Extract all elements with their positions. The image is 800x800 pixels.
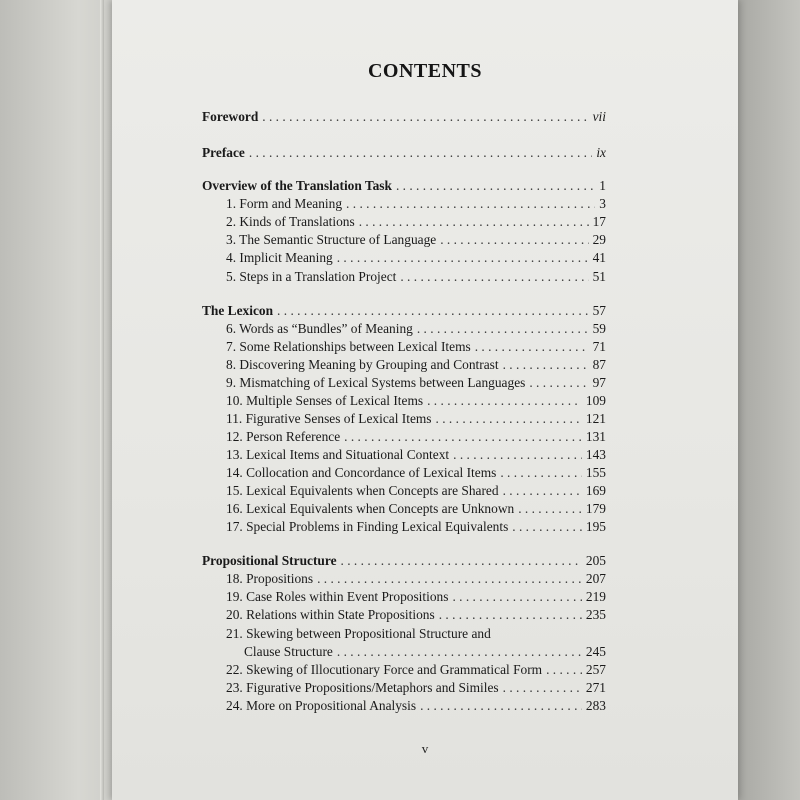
toc-entry-title: 13. Lexical Items and Situational Context [226,447,450,462]
dot-leader [337,643,582,661]
toc-entry-title: Clause Structure [244,644,333,659]
dot-leader [249,144,592,162]
toc-entry-title: 11. Figurative Senses of Lexical Items [226,411,432,426]
toc-entry-title: 16. Lexical Equivalents when Concepts are Unknown [226,501,515,516]
toc-page-number: 283 [585,698,606,713]
page-number: v [421,741,429,756]
background [738,0,800,800]
toc-entry [226,661,606,679]
toc-entry [226,679,606,697]
toc-entry-title: Overview of the Translation Task [202,178,392,193]
toc-entry-title: Foreword [202,109,259,124]
dot-leader [453,446,582,464]
toc-section [202,108,606,126]
toc-entry [226,518,606,536]
toc-entry-title: 10. Multiple Senses of Lexical Items [226,393,424,408]
toc-entry [226,606,606,624]
toc-page-number: 219 [585,589,606,604]
toc-entry-title: 23. Figurative Propositions/Metaphors and Similes [226,680,499,695]
dot-leader [440,231,588,249]
toc-section [202,552,606,570]
toc-entry [226,213,606,231]
toc-page-number: 169 [585,483,606,498]
toc-page-number: 109 [585,393,606,408]
page-edge [100,0,104,800]
toc-page-number: 195 [585,519,606,534]
toc-entry-title: 9. Mismatching of Lexical Systems between Languages [226,375,526,390]
toc-entry-title: 8. Discovering Meaning by Grouping and Contrast [226,357,499,372]
toc-entry [226,500,606,518]
dot-leader [529,374,588,392]
toc-page-number: 245 [585,644,606,659]
toc-entry [226,446,606,464]
dot-leader [452,588,581,606]
toc-section [202,144,606,162]
dot-leader [500,464,582,482]
toc-entry-title: Preface [202,145,245,160]
dot-leader [503,356,589,374]
toc-page-number: 207 [585,571,606,586]
toc-page-number: 87 [592,357,606,372]
toc-entry [226,482,606,500]
toc-entry-title: 20. Relations within State Propositions [226,607,435,622]
dot-leader [518,500,582,518]
dot-leader [396,177,595,195]
toc-entry [226,464,606,482]
toc-page-number: 57 [592,303,606,318]
toc-entry [226,231,606,249]
dot-leader [417,320,589,338]
dot-leader [420,697,582,715]
toc-entry [226,195,606,213]
toc-entry [226,428,606,446]
toc-page-number: 235 [585,607,606,622]
toc-entry-title: 24. More on Propositional Analysis [226,698,417,713]
toc-page-number: 271 [585,680,606,695]
toc-entry-title: 2. Kinds of Translations [226,214,355,229]
toc-entry-title: 21. Skewing between Propositional Structure and [226,626,491,641]
toc-entry [226,392,606,410]
toc-page-number: 1 [599,178,606,193]
toc-page-number: vii [592,109,606,124]
toc-page-number: 205 [585,553,606,568]
toc-entry-title: 19. Case Roles within Event Propositions [226,589,449,604]
toc-entry-title: The Lexicon [202,303,274,318]
dot-leader [436,410,582,428]
toc-entry-title: 5. Steps in a Translation Project [226,269,397,284]
toc-page-number: 29 [592,232,606,247]
toc-page-number: 41 [592,250,606,265]
toc-entry [226,356,606,374]
dot-leader [337,249,589,267]
toc-page-number: 179 [585,501,606,516]
toc-entry-title: 17. Special Problems in Finding Lexical Equivalents [226,519,509,534]
dot-leader [277,302,589,320]
toc-entry [226,249,606,267]
toc-page-number: ix [596,145,606,160]
toc-section [202,302,606,320]
toc-page-number: 121 [585,411,606,426]
toc-entry [244,643,606,661]
toc-entry [226,374,606,392]
dot-leader [503,482,582,500]
toc-entry-title: 22. Skewing of Illocutionary Force and Grammatical Form [226,662,543,677]
toc-entry-title: 3. The Semantic Structure of Language [226,232,437,247]
toc-entry-title: Propositional Structure [202,553,337,568]
dot-leader [344,428,582,446]
toc-entry-title: 15. Lexical Equivalents when Concepts are Shared [226,483,499,498]
dot-leader [546,661,582,679]
dot-leader [400,268,588,286]
dot-leader [346,195,595,213]
dot-leader [341,552,582,570]
toc-entry [226,697,606,715]
toc-entry [226,268,606,286]
toc-page-number: 3 [599,196,606,211]
dot-leader [512,518,582,536]
toc-page-number: 97 [592,375,606,390]
toc-page-number: 257 [585,662,606,677]
toc-entry [226,320,606,338]
toc-page-number: 59 [592,321,606,336]
toc-entry-title: 18. Propositions [226,571,314,586]
toc-entry [226,625,606,643]
toc-entry [226,338,606,356]
toc-section [202,177,606,195]
book-page [112,0,738,800]
toc-entry-title: 14. Collocation and Concordance of Lexical Items [226,465,497,480]
dot-leader [439,606,582,624]
toc-entry [226,570,606,588]
toc-entry [226,410,606,428]
toc-page-number: 155 [585,465,606,480]
dot-leader [475,338,589,356]
dot-leader [503,679,582,697]
toc-entry-title: 12. Person Reference [226,429,341,444]
toc-page-number: 51 [592,269,606,284]
toc-page-number: 131 [585,429,606,444]
toc-entry-title: 7. Some Relationships between Lexical Items [226,339,471,354]
left-page [0,0,112,800]
toc-entry-title: 1. Form and Meaning [226,196,343,211]
dot-leader [317,570,582,588]
toc-entry-title: 6. Words as “Bundles” of Meaning [226,321,413,336]
page-title: CONTENTS [367,60,483,82]
toc-entry-title: 4. Implicit Meaning [226,250,333,265]
toc-page-number: 143 [585,447,606,462]
toc-page-number: 17 [592,214,606,229]
toc-page-number: 71 [592,339,606,354]
dot-leader [427,392,582,410]
dot-leader [359,213,589,231]
toc-entry [226,588,606,606]
dot-leader [262,108,588,126]
